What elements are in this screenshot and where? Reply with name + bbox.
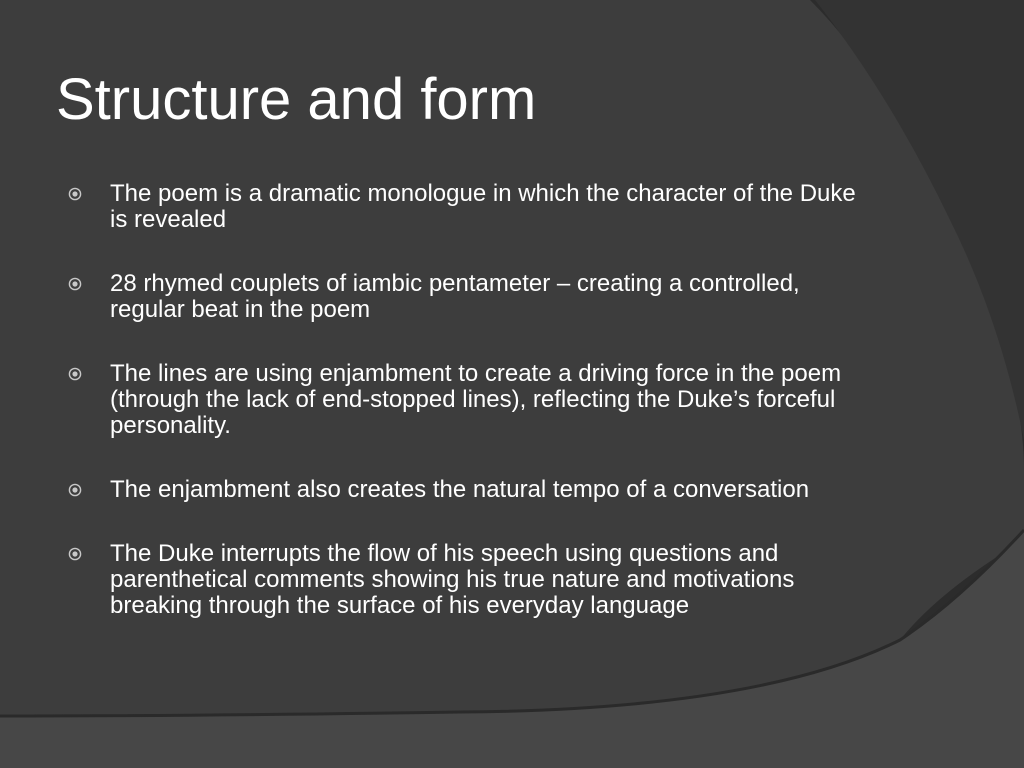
circle-dot-icon <box>68 187 82 201</box>
bullet-text: The Duke interrupts the flow of his speech using questions and parenthetical comments showing his true nature and motivations breaking through the surface of his everyday language <box>110 540 795 619</box>
bullet-item-2 <box>66 271 876 323</box>
bullet-item-4 <box>66 477 876 503</box>
bullet-text: 28 rhymed couplets of iambic pentameter – creating a controlled, regular beat in the poem <box>110 270 800 323</box>
slide-title: Structure and form <box>56 67 537 132</box>
circle-dot-icon <box>68 367 82 381</box>
bullet-item-1 <box>66 181 876 233</box>
circle-dot-icon <box>68 547 82 561</box>
bullet-item-3 <box>66 361 876 439</box>
bullet-text: The poem is a dramatic monologue in which the character of the Duke is revealed <box>110 180 856 233</box>
bullet-text: The lines are using enjambment to create a driving force in the poem (through the lack of end-stopped lines), reflecting the Duke’s forceful personality. <box>110 360 842 439</box>
bullet-item-5 <box>66 541 876 619</box>
bullet-list <box>66 181 876 657</box>
bullet-text: The enjambment also creates the natural tempo of a conversation <box>110 476 810 503</box>
circle-dot-icon <box>68 483 82 497</box>
circle-dot-icon <box>68 277 82 291</box>
